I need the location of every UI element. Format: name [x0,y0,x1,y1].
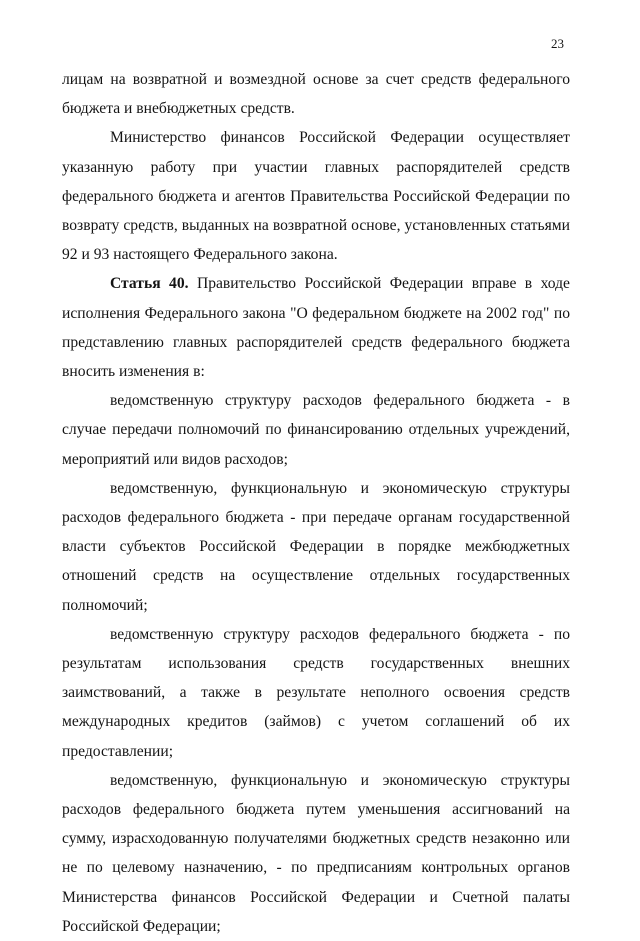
article-40-label: Статья 40. [110,275,189,293]
document-body [62,65,570,941]
page-number: 23 [551,36,564,51]
paragraph-departmental-structure: ведомственную структуру расходов федерального бюджета - в случае передачи полномочий по финансированию отдельных учреждений, мероприятий или видов расходов; [62,392,570,468]
paragraph-misuse-reduction: ведомственную, функциональную и экономическую структуры расходов федерального бюджета путем уменьшения ассигнований на сумму, израсходованную получателями бюджетных средств незаконно или не по целевому назначению, - по предписаниям контрольных органов Министерства финансов Российской Федерации и Счетной палаты Российской Федерации; [62,771,570,935]
paragraph-continuation: лицам на возвратной и возмездной основе за счет средств федерального бюджета и внебюджетных средств. [62,71,570,118]
paragraph-external-borrowing: ведомственную структуру расходов федерального бюджета - по результатам использования средств государственных внешних заимствований, а также в результате неполного освоения средств международных кредитов (займов) с учетом соглашений об их предоставлении; [62,625,570,760]
paragraph-article-40 [62,269,570,386]
article-40-text: Правительство Российской Федерации вправе в ходе исполнения Федерального закона "О федеральном бюджете на 2002 год" по представлению главных распорядителей средств федерального бюджета вносить изменения в: [62,275,570,381]
paragraph-interbudget-transfer: ведомственную, функциональную и экономическую структуры расходов федерального бюджета - при передаче органам государственной власти субъектов Российской Федерации в порядке межбюджетных отношений средств на осуществление отдельных государственных полномочий; [62,479,570,614]
paragraph-ministry-finance: Министерство финансов Российской Федерации осуществляет указанную работу при участии главных распорядителей средств федерального бюджета и агентов Правительства Российской Федерации по возврату средств, выданных на возвратной основе, установленных статьями 92 и 93 настоящего Федерального закона. [62,129,570,264]
